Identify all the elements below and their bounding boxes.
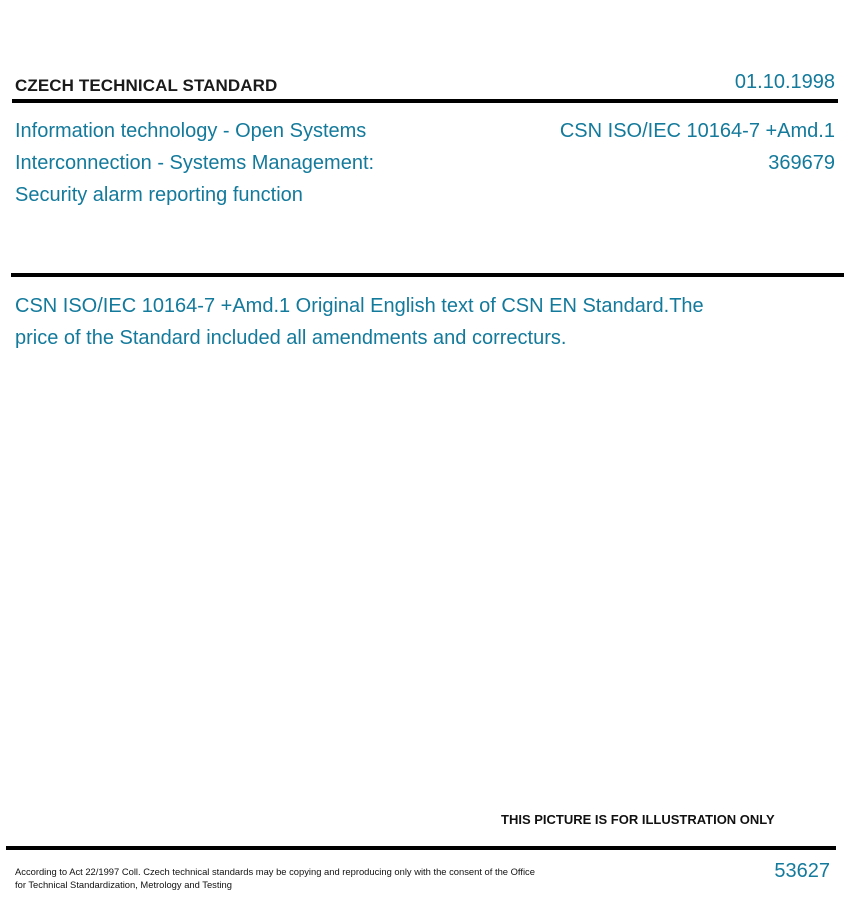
description-line: CSN ISO/IEC 10164-7 +Amd.1 Original English text of CSN EN Standard.The (15, 295, 704, 317)
standard-reference (560, 115, 835, 179)
title-line: Security alarm reporting function (15, 184, 303, 206)
footer-divider (6, 846, 836, 850)
legal-notice (15, 865, 615, 891)
legal-line: According to Act 22/1997 Coll. Czech technical standards may be copying and reproducing only with the consent of the Office (15, 866, 535, 877)
document-type-label: CZECH TECHNICAL STANDARD (15, 76, 278, 95)
standard-designation: CSN ISO/IEC 10164-7 +Amd.1 (559, 120, 835, 142)
publication-date: 01.10.1998 (734, 71, 835, 93)
description-line: price of the Standard included all amendments and correcturs. (15, 327, 567, 349)
catalog-number: 369679 (768, 152, 835, 174)
header-divider (12, 99, 838, 103)
document-code: 53627 (774, 860, 830, 882)
standard-title (15, 115, 445, 211)
standard-description (15, 290, 795, 354)
section-divider (11, 273, 844, 277)
title-line: Information technology - Open Systems (15, 120, 367, 142)
legal-line: for Technical Standardization, Metrology and Testing (15, 879, 232, 890)
illustration-note: THIS PICTURE IS FOR ILLUSTRATION ONLY (501, 812, 775, 827)
title-line: Interconnection - Systems Management: (15, 152, 375, 174)
